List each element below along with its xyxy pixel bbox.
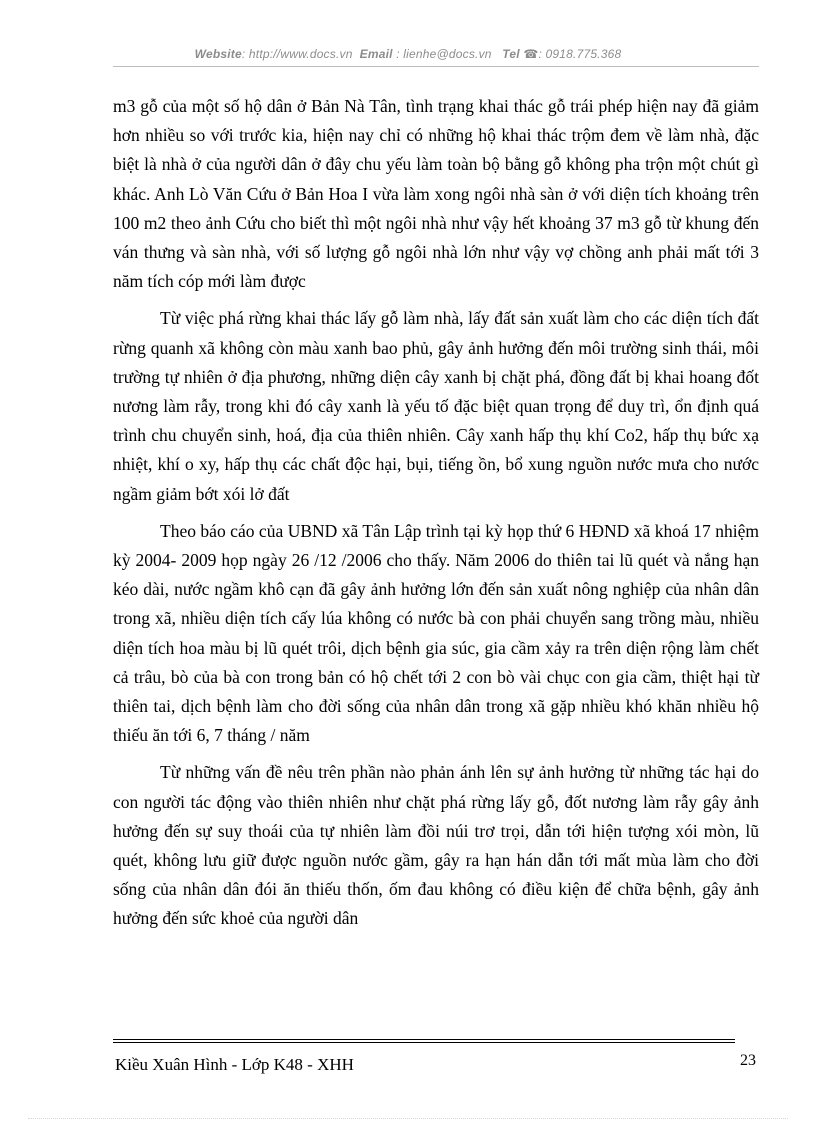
phone-icon: ☎ (523, 47, 539, 61)
website-value: : http://www.docs.vn (241, 47, 353, 61)
email-label: Email (359, 47, 393, 61)
email-value: : lienhe@docs.vn (396, 47, 492, 61)
document-body (113, 92, 759, 942)
footer-divider (113, 1039, 735, 1043)
page-bottom-border (28, 1118, 788, 1119)
tel-value: : 0918.775.368 (538, 47, 622, 61)
paragraph: Từ những vấn đề nêu trên phần nào phản ánh lên sự ảnh hưởng từ những tác hại do con người tác động vào thiên nhiên như chặt phá rừng lấy gỗ, đốt nương làm rẫy gây ảnh hưởng đến sự suy thoái của tự nhiên làm đồi núi trơ trọi, dẫn tới hiện tượng xói mòn, lũ quét, không lưu giữ được nguồn nước gầm, gây ra hạn hán dẫn tới mất mùa làm cho đời sống của nhân dân đói ăn thiếu thốn, ốm đau không có điều kiện để chữa bệnh, gây ảnh hưởng đến sức khoẻ của người dân (113, 762, 759, 929)
footer-author: Kiều Xuân Hình - Lớp K48 - XHH (115, 1055, 354, 1074)
paragraph: Theo báo cáo của UBND xã Tân Lập trình tại kỳ họp thứ 6 HĐND xã khoá 17 nhiệm kỳ 2004- 2009 họp ngày 26 /12 /2006 cho thấy. Năm 2006 do thiên tai lũ quét và nắng hạn kéo dài, nước ngầm khô cạn đã gây ảnh hưởng lớn đến sản xuất nông nghiệp của nhân dân trong xã, nhiều diện tích cấy lúa không có nước bà con phải chuyển sang trồng màu, nhiều diện tích hoa màu bị lũ quét trôi, dịch bệnh gia súc, gia cầm xảy ra trên diện rộng làm chết cả trâu, bò của bà con trong bản có hộ chết tới 2 con bò vài chục con gia cầm, thiệt hại từ thiên tai, dịch bệnh làm cho đời sống của nhân dân trong xã gặp nhiều khó khăn nhiều hộ thiếu ăn tới 6, 7 tháng / năm (113, 520, 759, 746)
website-label: Website (194, 47, 242, 61)
paragraph: Từ việc phá rừng khai thác lấy gỗ làm nhà, lấy đất sản xuất làm cho các diện tích đất rừng quanh xã không còn màu xanh bao phủ, gây ảnh hưởng đến môi trường sinh thái, môi trường tự nhiên ở địa phương, những diện cây xanh bị chặt phá, đồng đất bị khai hoang đốt nương làm rẫy, trong khi đó cây xanh là yếu tố đặc biệt quan trọng để duy trì, ổn định quá trình chu chuyển sinh, hoá, địa của thiên nhiên. Cây xanh hấp thụ khí Co2, hấp thụ bức xạ nhiệt, khí o xy, hấp thụ các chất độc hại, bụi, tiếng ồn, bổ xung nguồn nước mưa cho nước ngầm giảm bớt xói lở đất (113, 308, 759, 504)
header-divider (113, 66, 759, 67)
page-header (0, 47, 816, 61)
page-number: 23 (740, 1052, 756, 1069)
tel-label: Tel (502, 47, 520, 61)
paragraph-continued: m3 gỗ của một số hộ dân ở Bản Nà Tân, tình trạng khai thác gỗ trái phép hiện nay đã giảm hơn nhiều so với trước kia, hiện nay chỉ có những hộ khai thác trộm đem về làm nhà, đặc biệt là nhà ở của người dân ở đây chu yếu làm toàn bộ bằng gỗ không pha trộn một chút gì khác. Anh Lò Văn Cứu ở Bản Hoa I vừa làm xong ngôi nhà sàn ở với diện tích khoảng trên 100 m2 theo ảnh Cứu cho biết thì một ngôi nhà như vậy hết khoảng 37 m3 gỗ từ khung đến ván thưng và sàn nhà, với số lượng gỗ ngôi nhà lớn như vậy vợ chồng anh phải mất tới 3 năm tích cóp mới làm được (113, 96, 759, 292)
